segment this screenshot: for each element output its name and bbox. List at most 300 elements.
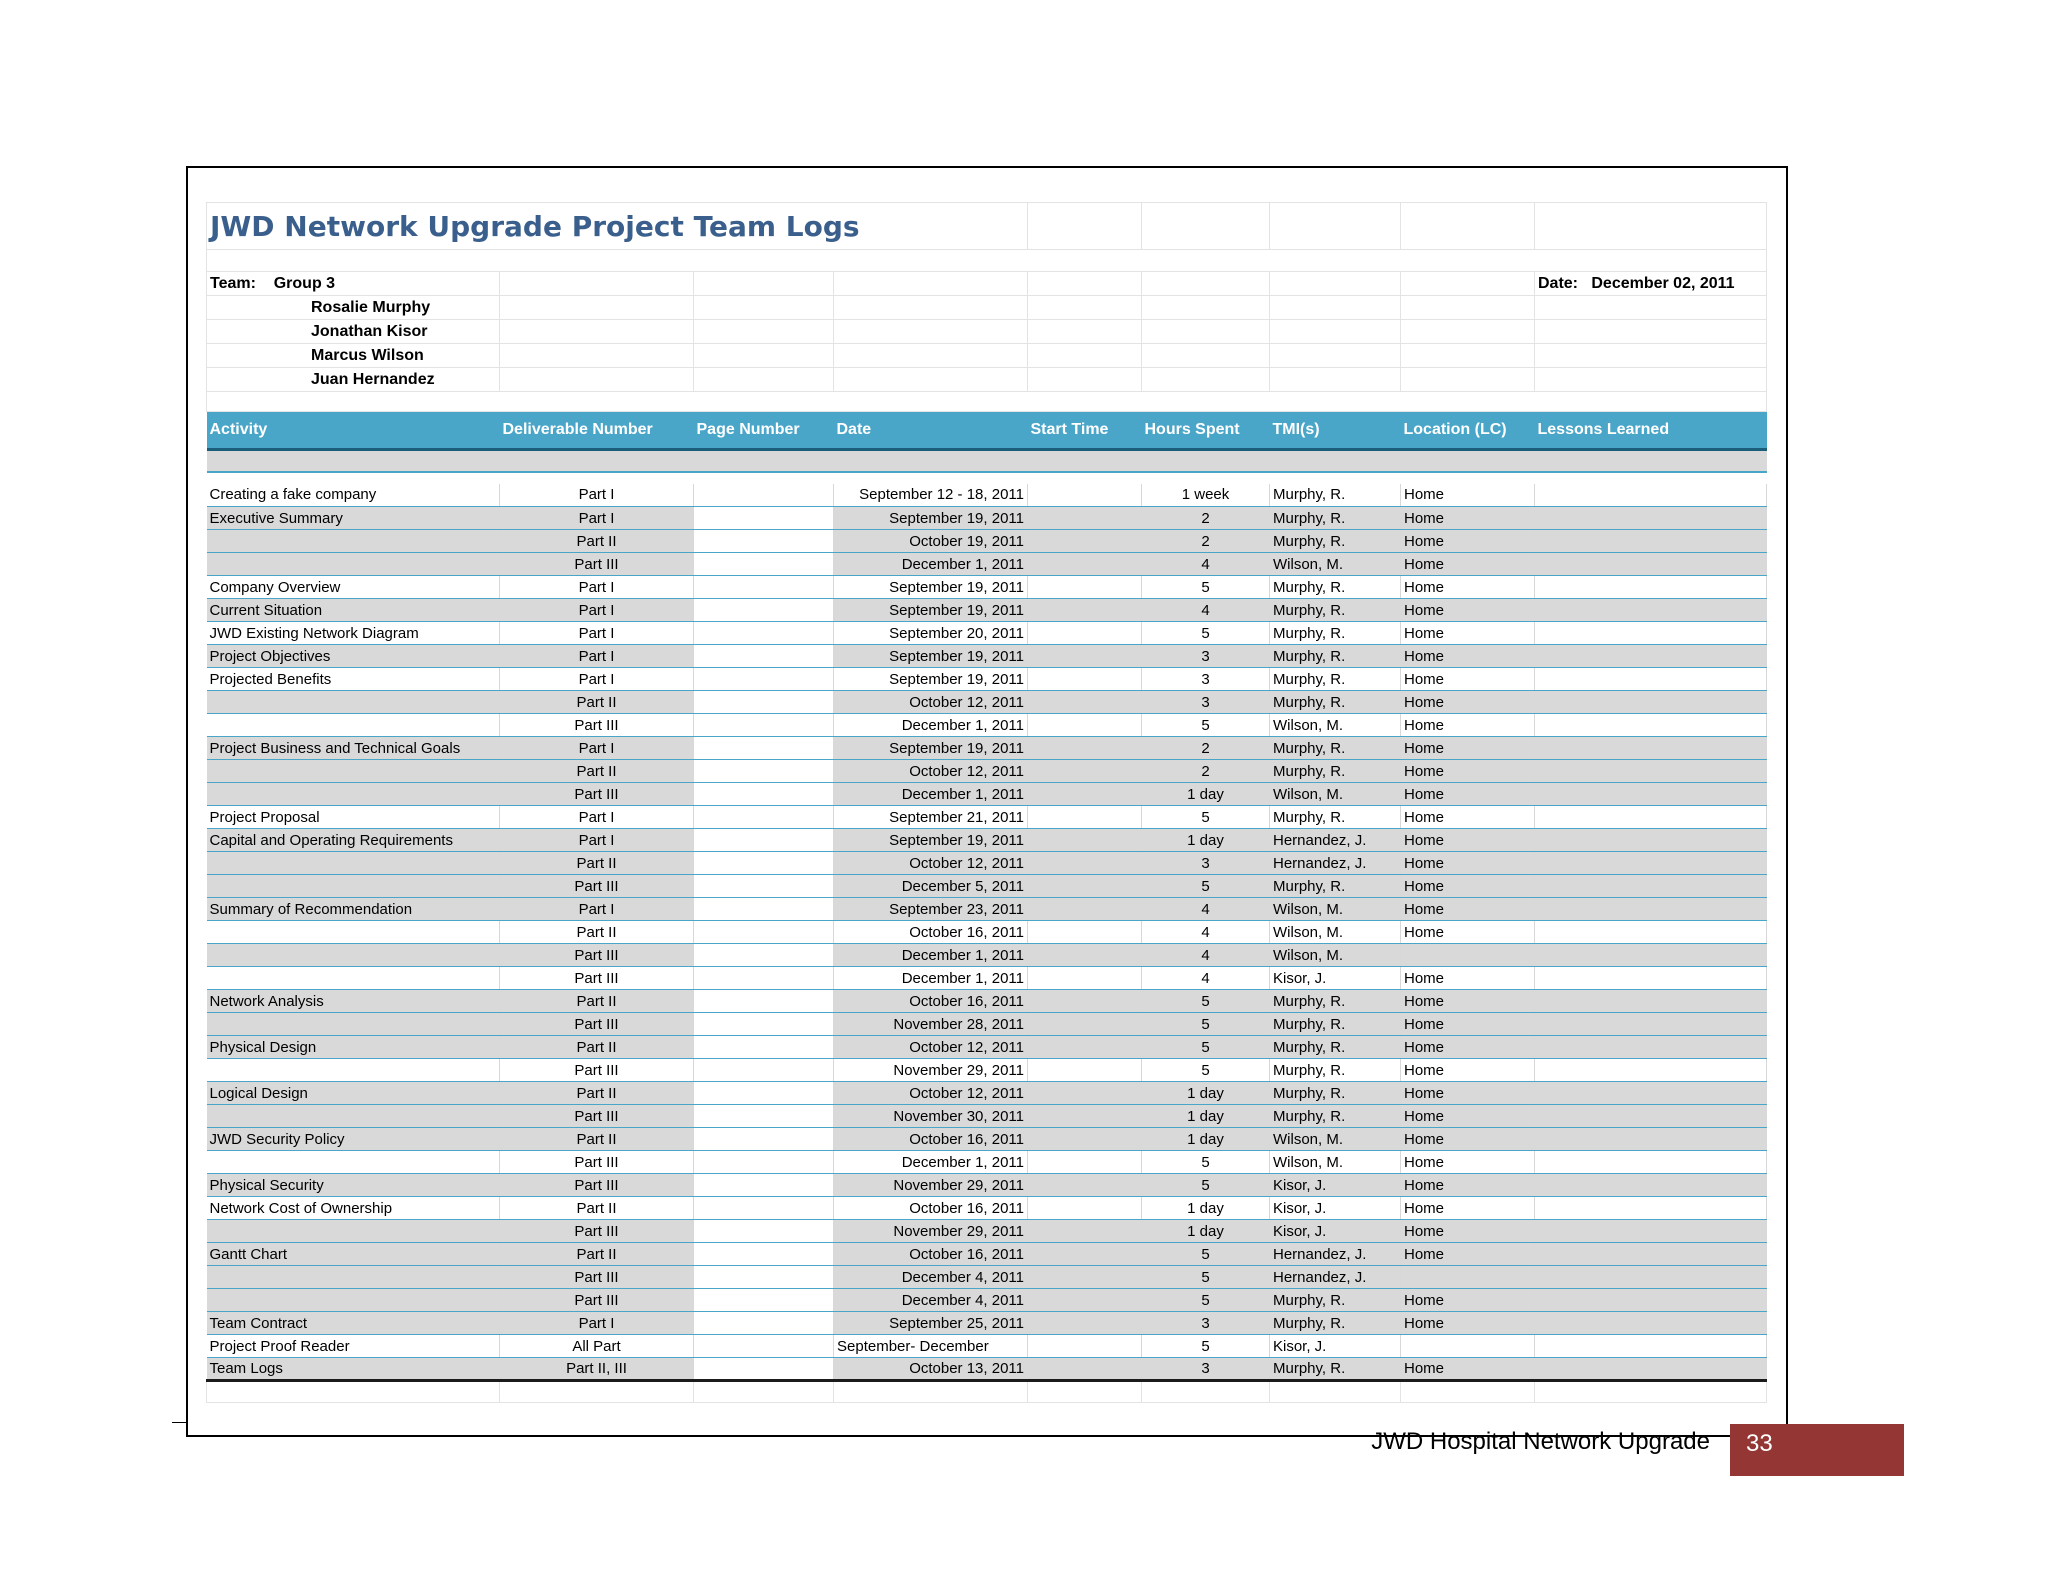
cell-page-number [694, 852, 834, 875]
col-header-deliverable: Deliverable Number [500, 412, 694, 450]
cell-tmi: Murphy, R. [1270, 1036, 1401, 1059]
cell-tmi: Murphy, R. [1270, 875, 1401, 898]
cell-activity: Network Analysis [207, 990, 500, 1013]
cell-lessons [1535, 1358, 1767, 1381]
cell-tmi: Hernandez, J. [1270, 852, 1401, 875]
cell-deliverable: Part II [500, 1197, 694, 1220]
cell-tmi: Kisor, J. [1270, 1197, 1401, 1220]
cell-deliverable: Part I [500, 622, 694, 645]
cell-lessons [1535, 576, 1767, 599]
cell-start-time [1028, 1151, 1142, 1174]
team-info [207, 272, 500, 296]
cell-date: December 4, 2011 [834, 1266, 1028, 1289]
cell-tmi: Murphy, R. [1270, 622, 1401, 645]
cell-deliverable: Part I [500, 737, 694, 760]
cell-location: Home [1401, 507, 1535, 530]
cell-hours: 3 [1142, 691, 1270, 714]
cell-location: Home [1401, 599, 1535, 622]
cell-tmi: Wilson, M. [1270, 1151, 1401, 1174]
cell-page-number [694, 898, 834, 921]
cell-deliverable: Part I [500, 668, 694, 691]
cell-deliverable: Part I [500, 507, 694, 530]
cell-lessons [1535, 484, 1767, 507]
cell-page-number [694, 1243, 834, 1266]
cell-hours: 5 [1142, 714, 1270, 737]
cell-hours: 5 [1142, 576, 1270, 599]
cell-date: October 16, 2011 [834, 1128, 1028, 1151]
cell-page-number [694, 783, 834, 806]
cell-hours: 5 [1142, 875, 1270, 898]
cell-tmi: Murphy, R. [1270, 691, 1401, 714]
table-row [207, 553, 1767, 576]
cell-activity [207, 1289, 500, 1312]
cell-tmi: Murphy, R. [1270, 484, 1401, 507]
cell-start-time [1028, 1289, 1142, 1312]
cell-activity [207, 967, 500, 990]
cell-location: Home [1401, 1105, 1535, 1128]
cell-tmi: Murphy, R. [1270, 507, 1401, 530]
cell-lessons [1535, 967, 1767, 990]
cell-lessons [1535, 507, 1767, 530]
cell-tmi: Murphy, R. [1270, 1013, 1401, 1036]
cell-deliverable: Part II [500, 1036, 694, 1059]
table-row [207, 829, 1767, 852]
cell-start-time [1028, 921, 1142, 944]
cell-deliverable: Part II [500, 530, 694, 553]
cell-start-time [1028, 507, 1142, 530]
table-row [207, 1266, 1767, 1289]
cell-lessons [1535, 737, 1767, 760]
table-row [207, 1151, 1767, 1174]
cell-page-number [694, 1013, 834, 1036]
table-row [207, 530, 1767, 553]
cell-tmi: Kisor, J. [1270, 967, 1401, 990]
cell-hours: 4 [1142, 944, 1270, 967]
table-row [207, 576, 1767, 599]
cell-tmi: Kisor, J. [1270, 1174, 1401, 1197]
col-header-tmi: TMI(s) [1270, 412, 1401, 450]
cell-lessons [1535, 599, 1767, 622]
cell-hours: 1 day [1142, 1082, 1270, 1105]
table-row [207, 1128, 1767, 1151]
cell-deliverable: Part II [500, 691, 694, 714]
cell-page-number [694, 484, 834, 507]
cell-start-time [1028, 1243, 1142, 1266]
cell-date: October 12, 2011 [834, 760, 1028, 783]
cell-page-number [694, 576, 834, 599]
cell-location: Home [1401, 898, 1535, 921]
cell-activity [207, 1105, 500, 1128]
cell-page-number [694, 599, 834, 622]
cell-page-number [694, 967, 834, 990]
cell-page-number [694, 622, 834, 645]
team-label: Team: [210, 274, 256, 292]
cell-lessons [1535, 1105, 1767, 1128]
cell-page-number [694, 691, 834, 714]
cell-date: September 19, 2011 [834, 507, 1028, 530]
cell-deliverable: Part II [500, 1128, 694, 1151]
cell-tmi: Murphy, R. [1270, 645, 1401, 668]
date-value: December 02, 2011 [1591, 274, 1735, 292]
table-row [207, 1082, 1767, 1105]
col-header-page: Page Number [694, 412, 834, 450]
cell-tmi: Wilson, M. [1270, 944, 1401, 967]
cell-page-number [694, 1289, 834, 1312]
table-row [207, 783, 1767, 806]
cell-deliverable: Part II [500, 990, 694, 1013]
cell-lessons [1535, 1289, 1767, 1312]
cell-location: Home [1401, 760, 1535, 783]
cell-activity [207, 553, 500, 576]
cell-lessons [1535, 1266, 1767, 1289]
cell-deliverable: Part III [500, 1151, 694, 1174]
cell-page-number [694, 1151, 834, 1174]
cell-start-time [1028, 852, 1142, 875]
cell-activity: Project Business and Technical Goals [207, 737, 500, 760]
col-header-start-time: Start Time [1028, 412, 1142, 450]
cell-activity: Gantt Chart [207, 1243, 500, 1266]
cell-tmi: Wilson, M. [1270, 783, 1401, 806]
cell-page-number [694, 921, 834, 944]
cell-start-time [1028, 1105, 1142, 1128]
cell-deliverable: Part III [500, 714, 694, 737]
cell-page-number [694, 944, 834, 967]
cell-tmi: Wilson, M. [1270, 921, 1401, 944]
cell-deliverable: Part III [500, 1013, 694, 1036]
cell-date: December 1, 2011 [834, 944, 1028, 967]
table-row [207, 737, 1767, 760]
cell-tmi: Kisor, J. [1270, 1335, 1401, 1358]
cell-deliverable: Part III [500, 875, 694, 898]
cell-activity: Company Overview [207, 576, 500, 599]
footer-rule [172, 1422, 188, 1423]
cell-activity [207, 1059, 500, 1082]
cell-date: November 28, 2011 [834, 1013, 1028, 1036]
cell-deliverable: Part III [500, 783, 694, 806]
cell-date: November 29, 2011 [834, 1059, 1028, 1082]
sheet-title [207, 203, 1028, 250]
cell-hours: 3 [1142, 668, 1270, 691]
cell-date: December 1, 2011 [834, 783, 1028, 806]
team-member: Juan Hernandez [207, 368, 500, 392]
cell-date: September 12 - 18, 2011 [834, 484, 1028, 507]
col-header-date: Date [834, 412, 1028, 450]
cell-page-number [694, 645, 834, 668]
cell-tmi: Kisor, J. [1270, 1220, 1401, 1243]
cell-activity: Project Proposal [207, 806, 500, 829]
cell-location: Home [1401, 530, 1535, 553]
cell-activity [207, 783, 500, 806]
team-name: Group 3 [273, 274, 336, 292]
cell-lessons [1535, 1013, 1767, 1036]
table-row [207, 852, 1767, 875]
cell-date: September 19, 2011 [834, 737, 1028, 760]
cell-hours: 2 [1142, 530, 1270, 553]
cell-deliverable: Part III [500, 1059, 694, 1082]
cell-tmi: Murphy, R. [1270, 1312, 1401, 1335]
table-row [207, 668, 1767, 691]
table-row [207, 921, 1767, 944]
cell-hours: 3 [1142, 645, 1270, 668]
cell-date: September 19, 2011 [834, 645, 1028, 668]
cell-start-time [1028, 599, 1142, 622]
cell-activity [207, 1220, 500, 1243]
cell-deliverable: Part I [500, 484, 694, 507]
cell-start-time [1028, 1013, 1142, 1036]
cell-date: October 16, 2011 [834, 1197, 1028, 1220]
cell-page-number [694, 1105, 834, 1128]
cell-page-number [694, 553, 834, 576]
table-header-row [207, 412, 1767, 450]
cell-date: September 23, 2011 [834, 898, 1028, 921]
cell-location: Home [1401, 1312, 1535, 1335]
cell-lessons [1535, 921, 1767, 944]
table-row [207, 507, 1767, 530]
table-row [207, 1289, 1767, 1312]
table-row [207, 1358, 1767, 1381]
cell-start-time [1028, 553, 1142, 576]
cell-location: Home [1401, 1059, 1535, 1082]
cell-start-time [1028, 714, 1142, 737]
cell-location: Home [1401, 714, 1535, 737]
cell-hours: 5 [1142, 1243, 1270, 1266]
date-info [1535, 272, 1767, 296]
cell-deliverable: Part I [500, 576, 694, 599]
cell-activity [207, 875, 500, 898]
cell-start-time [1028, 1174, 1142, 1197]
cell-hours: 4 [1142, 967, 1270, 990]
cell-deliverable: Part I [500, 829, 694, 852]
cell-tmi: Wilson, M. [1270, 1128, 1401, 1151]
cell-hours: 1 day [1142, 1197, 1270, 1220]
cell-activity: Team Contract [207, 1312, 500, 1335]
cell-tmi: Murphy, R. [1270, 806, 1401, 829]
cell-date: November 30, 2011 [834, 1105, 1028, 1128]
cell-page-number [694, 875, 834, 898]
cell-lessons [1535, 1335, 1767, 1358]
cell-start-time [1028, 1358, 1142, 1381]
cell-tmi: Hernandez, J. [1270, 1243, 1401, 1266]
footer-title: JWD Hospital Network Upgrade [1371, 1428, 1710, 1455]
cell-start-time [1028, 990, 1142, 1013]
cell-activity [207, 1266, 500, 1289]
cell-activity [207, 714, 500, 737]
table-row [207, 806, 1767, 829]
cell-date: October 16, 2011 [834, 921, 1028, 944]
cell-start-time [1028, 737, 1142, 760]
cell-lessons [1535, 1243, 1767, 1266]
table-row [207, 1059, 1767, 1082]
cell-lessons [1535, 1197, 1767, 1220]
cell-start-time [1028, 668, 1142, 691]
cell-lessons [1535, 1059, 1767, 1082]
cell-hours: 2 [1142, 737, 1270, 760]
cell-date: October 13, 2011 [834, 1358, 1028, 1381]
table-row [207, 1036, 1767, 1059]
table-row [207, 714, 1767, 737]
cell-activity [207, 921, 500, 944]
cell-date: September 25, 2011 [834, 1312, 1028, 1335]
cell-page-number [694, 668, 834, 691]
cell-start-time [1028, 1335, 1142, 1358]
cell-tmi: Murphy, R. [1270, 1059, 1401, 1082]
cell-deliverable: Part III [500, 967, 694, 990]
cell-activity [207, 852, 500, 875]
cell-date: October 12, 2011 [834, 852, 1028, 875]
cell-lessons [1535, 783, 1767, 806]
team-log-sheet [206, 202, 1766, 1403]
cell-deliverable: Part III [500, 1174, 694, 1197]
cell-activity: Executive Summary [207, 507, 500, 530]
cell-start-time [1028, 484, 1142, 507]
cell-location: Home [1401, 852, 1535, 875]
cell-page-number [694, 760, 834, 783]
cell-deliverable: Part I [500, 645, 694, 668]
col-header-location: Location (LC) [1401, 412, 1535, 450]
cell-deliverable: Part III [500, 944, 694, 967]
cell-tmi: Murphy, R. [1270, 990, 1401, 1013]
cell-hours: 3 [1142, 1312, 1270, 1335]
table-row [207, 760, 1767, 783]
table-row [207, 990, 1767, 1013]
cell-activity: Summary of Recommendation [207, 898, 500, 921]
cell-hours: 1 day [1142, 1220, 1270, 1243]
cell-location: Home [1401, 783, 1535, 806]
cell-start-time [1028, 1197, 1142, 1220]
cell-hours: 5 [1142, 1151, 1270, 1174]
cell-lessons [1535, 553, 1767, 576]
cell-date: September- December [834, 1335, 1028, 1358]
cell-activity [207, 760, 500, 783]
cell-hours: 5 [1142, 1174, 1270, 1197]
cell-tmi: Wilson, M. [1270, 898, 1401, 921]
cell-hours: 5 [1142, 1013, 1270, 1036]
cell-date: October 12, 2011 [834, 1082, 1028, 1105]
cell-lessons [1535, 990, 1767, 1013]
cell-location: Home [1401, 1128, 1535, 1151]
cell-hours: 5 [1142, 806, 1270, 829]
cell-location: Home [1401, 737, 1535, 760]
table-row [207, 1220, 1767, 1243]
cell-page-number [694, 1220, 834, 1243]
cell-location: Home [1401, 576, 1535, 599]
table-row [207, 944, 1767, 967]
cell-page-number [694, 530, 834, 553]
cell-tmi: Murphy, R. [1270, 1082, 1401, 1105]
team-member: Marcus Wilson [207, 344, 500, 368]
cell-hours: 5 [1142, 1335, 1270, 1358]
cell-tmi: Murphy, R. [1270, 1105, 1401, 1128]
cell-page-number [694, 1312, 834, 1335]
cell-hours: 5 [1142, 990, 1270, 1013]
cell-start-time [1028, 875, 1142, 898]
cell-location [1401, 1335, 1535, 1358]
cell-date: November 29, 2011 [834, 1220, 1028, 1243]
cell-page-number [694, 1082, 834, 1105]
cell-location: Home [1401, 1013, 1535, 1036]
cell-page-number [694, 1059, 834, 1082]
cell-lessons [1535, 1151, 1767, 1174]
cell-lessons [1535, 806, 1767, 829]
table-row [207, 1013, 1767, 1036]
cell-deliverable: Part III [500, 1220, 694, 1243]
table-row [207, 484, 1767, 507]
cell-hours: 3 [1142, 852, 1270, 875]
col-header-activity: Activity [207, 412, 500, 450]
cell-lessons [1535, 1312, 1767, 1335]
cell-lessons [1535, 691, 1767, 714]
cell-hours: 3 [1142, 1358, 1270, 1381]
cell-location: Home [1401, 645, 1535, 668]
cell-start-time [1028, 806, 1142, 829]
cell-page-number [694, 1036, 834, 1059]
cell-hours: 5 [1142, 1289, 1270, 1312]
cell-location: Home [1401, 1358, 1535, 1381]
table-row [207, 1243, 1767, 1266]
cell-lessons [1535, 829, 1767, 852]
cell-location: Home [1401, 1220, 1535, 1243]
cell-date: October 12, 2011 [834, 1036, 1028, 1059]
team-member: Jonathan Kisor [207, 320, 500, 344]
cell-start-time [1028, 783, 1142, 806]
cell-lessons [1535, 944, 1767, 967]
cell-hours: 5 [1142, 1059, 1270, 1082]
cell-deliverable: Part III [500, 1289, 694, 1312]
cell-location: Home [1401, 1151, 1535, 1174]
cell-date: September 19, 2011 [834, 576, 1028, 599]
cell-tmi: Murphy, R. [1270, 599, 1401, 622]
cell-page-number [694, 1266, 834, 1289]
cell-location: Home [1401, 806, 1535, 829]
cell-lessons [1535, 875, 1767, 898]
cell-activity: Projected Benefits [207, 668, 500, 691]
table-row [207, 875, 1767, 898]
title-text: JWD Network Upgrade Project Team Logs [210, 209, 860, 243]
cell-lessons [1535, 1082, 1767, 1105]
cell-activity: Network Cost of Ownership [207, 1197, 500, 1220]
cell-date: October 12, 2011 [834, 691, 1028, 714]
team-log-table [206, 202, 1767, 1403]
cell-activity: Capital and Operating Requirements [207, 829, 500, 852]
cell-date: December 5, 2011 [834, 875, 1028, 898]
cell-location: Home [1401, 484, 1535, 507]
cell-page-number [694, 1197, 834, 1220]
cell-location: Home [1401, 1243, 1535, 1266]
cell-hours: 5 [1142, 1036, 1270, 1059]
cell-lessons [1535, 530, 1767, 553]
cell-page-number [694, 829, 834, 852]
cell-lessons [1535, 1036, 1767, 1059]
cell-lessons [1535, 852, 1767, 875]
table-row [207, 1174, 1767, 1197]
cell-start-time [1028, 1312, 1142, 1335]
cell-page-number [694, 1128, 834, 1151]
cell-tmi: Murphy, R. [1270, 737, 1401, 760]
cell-tmi: Wilson, M. [1270, 553, 1401, 576]
cell-activity: Physical Security [207, 1174, 500, 1197]
cell-lessons [1535, 1220, 1767, 1243]
cell-location: Home [1401, 921, 1535, 944]
cell-start-time [1028, 967, 1142, 990]
cell-activity: JWD Existing Network Diagram [207, 622, 500, 645]
cell-tmi: Murphy, R. [1270, 1289, 1401, 1312]
cell-activity [207, 1151, 500, 1174]
cell-lessons [1535, 760, 1767, 783]
cell-page-number [694, 1358, 834, 1381]
table-row [207, 898, 1767, 921]
table-row [207, 967, 1767, 990]
cell-deliverable: Part III [500, 553, 694, 576]
